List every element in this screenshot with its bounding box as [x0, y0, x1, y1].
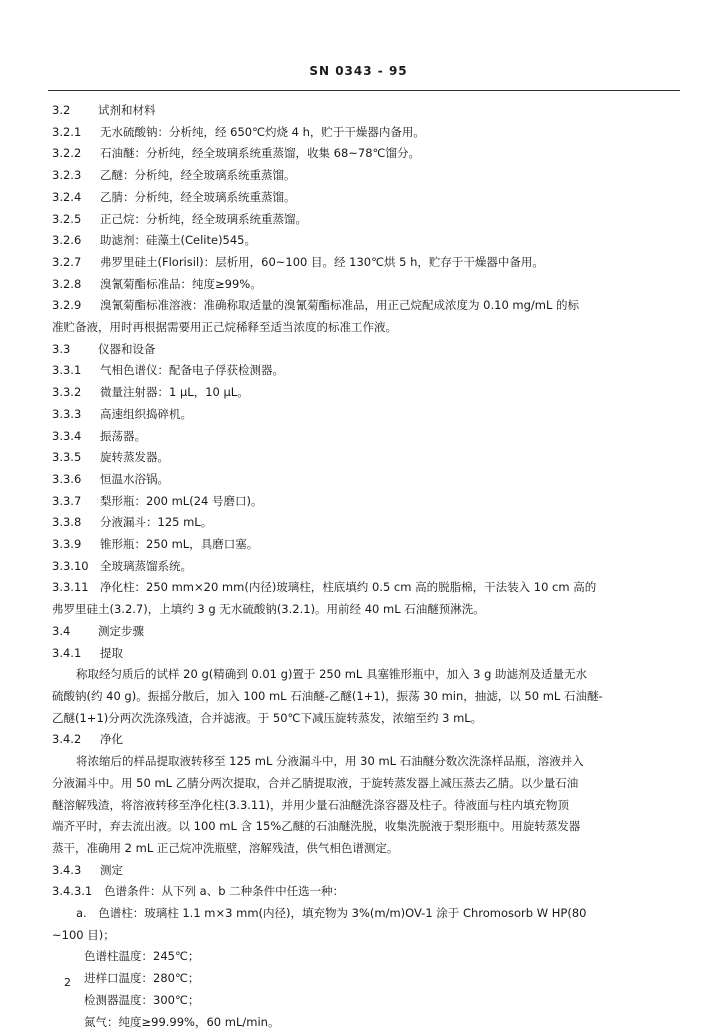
- clause-text: 弗罗里硅土(Florisil)：层析用，60~100 目。经 130℃烘 5 h，贮存于干燥器中备用。: [100, 254, 544, 269]
- continuation-line: 弗罗里硅土(3.2.7)，上填约 3 g 无水硫酸钠(3.2.1)。用前经 40 mL 石油醚预淋洗。: [52, 602, 485, 617]
- clause-number: 3.3.11: [52, 580, 89, 595]
- clause-number: 3.4.3: [52, 862, 82, 877]
- paragraph-line: 将浓缩后的样品提取液转移至 125 mL 分液漏斗中，用 30 mL 石油醚分数次洗涤样品瓶，溶液并入: [76, 754, 584, 769]
- clause-item: [52, 556, 676, 578]
- clause-number: 3.4.3.1: [52, 884, 93, 899]
- clause-number: 3.2.7: [52, 254, 82, 269]
- clause-number: 3.3: [52, 341, 71, 356]
- continuation-line: 端齐平时，弃去流出液。以 100 mL 含 15%乙醚的石油醚洗脱，收集洗脱液于梨形瓶中。用旋转蒸发器: [52, 819, 581, 834]
- clause-text: 锥形瓶：250 mL，具磨口塞。: [100, 537, 259, 552]
- clause-item: [52, 295, 676, 317]
- clause-text: 色谱条件：从下列 a、b 二种条件中任选一种：: [104, 884, 345, 899]
- clause-text: 无水硫酸钠：分析纯，经 650℃灼烧 4 h，贮于干燥器内备用。: [100, 124, 425, 139]
- paragraph-line: a. 色谱柱：玻璃柱 1.1 m×3 mm(内径)，填充物为 3%(m/m)OV-1 涂于 Chromosorb W HP(80: [76, 906, 587, 921]
- clause-number: 3.3.2: [52, 385, 82, 400]
- clause-text: 振荡器。: [100, 428, 146, 443]
- clause-item: [52, 382, 676, 404]
- clause-text: 仪器和设备: [98, 341, 156, 356]
- clause-text: 高速组织捣碎机。: [100, 406, 192, 421]
- clause-number: 3.3.5: [52, 450, 82, 465]
- clause-item: [52, 577, 676, 599]
- clause-item: [52, 360, 676, 382]
- clause-text: 梨形瓶：200 mL(24 号磨口)。: [100, 493, 263, 508]
- clause-item: [52, 447, 676, 469]
- clause-number: 3.2.4: [52, 189, 82, 204]
- clause-item: [52, 643, 676, 665]
- clause-number: 3.2.5: [52, 211, 82, 226]
- continuation-line: 准贮备液，用时再根据需要用正己烷稀释至适当浓度的标准工作液。: [52, 320, 397, 335]
- clause-number: 3.2.1: [52, 124, 82, 139]
- clause-item: [52, 122, 676, 144]
- clause-number: 3.3.8: [52, 515, 82, 530]
- clause-text: 溴氰菊酯标准品：纯度≥99%。: [100, 276, 262, 291]
- clause-item: [52, 426, 676, 448]
- clause-item: [52, 729, 676, 751]
- clause-item: [52, 512, 676, 534]
- clause-number: 3.4.2: [52, 732, 82, 747]
- clause-text: 试剂和材料: [98, 103, 156, 117]
- section-heading: [52, 339, 676, 361]
- clause-text: 微量注射器：1 μL，10 μL。: [100, 385, 249, 400]
- clause-item: [52, 274, 676, 296]
- clause-number: 3.3.10: [52, 558, 89, 573]
- continuation-line: 硫酸钠(约 40 g)。振摇分散后，加入 100 mL 石油醚-乙醚(1+1)，振荡 30 min，抽滤，以 50 mL 石油醚-: [52, 688, 603, 703]
- clause-number: 3.3.9: [52, 537, 82, 552]
- clause-text: 测定步骤: [98, 623, 144, 638]
- clause-item: [52, 881, 676, 903]
- clause-text: 全玻璃蒸馏系统。: [100, 558, 192, 573]
- page-header: SN 0343 - 95: [309, 64, 408, 78]
- clause-text: 乙醚：分析纯，经全玻璃系统重蒸馏。: [100, 168, 296, 183]
- clause-text: 净化柱：250 mm×20 mm(内径)玻璃柱，柱底填约 0.5 cm 高的脱脂棉，干法装入 10 cm 高的: [100, 580, 597, 595]
- clause-text: 净化: [100, 732, 123, 747]
- clause-text: 提取: [100, 645, 123, 660]
- clause-item: [52, 469, 676, 491]
- clause-number: 3.3.3: [52, 406, 82, 421]
- condition-line: 色谱柱温度：245℃；: [84, 949, 200, 964]
- clause-number: 3.3.7: [52, 493, 82, 508]
- clause-number: 3.2.9: [52, 298, 82, 313]
- clause-text: 乙腈：分析纯，经全玻璃系统重蒸馏。: [100, 189, 296, 204]
- clause-item: [52, 187, 676, 209]
- clause-item: [52, 404, 676, 426]
- clause-item: [52, 165, 676, 187]
- clause-text: 溴氰菊酯标准溶液：准确称取适量的溴氰菊酯标准品，用正己烷配成浓度为 0.10 mg/mL 的标: [100, 298, 580, 313]
- clause-text: 气相色谱仪：配备电子俘获检测器。: [100, 363, 284, 378]
- clause-item: [52, 491, 676, 513]
- continuation-line: 乙醚(1+1)分两次洗涤残渣，合并滤液。于 50℃下减压旋转蒸发，浓缩至约 3 mL。: [52, 710, 483, 725]
- document-body: [52, 100, 676, 1033]
- clause-text: 测定: [100, 862, 123, 877]
- clause-number: 3.3.6: [52, 471, 82, 486]
- clause-number: 3.4: [52, 623, 71, 638]
- clause-number: 3.2.3: [52, 168, 82, 183]
- clause-number: 3.3.1: [52, 363, 82, 378]
- clause-item: [52, 252, 676, 274]
- continuation-line: 蒸干，准确用 2 mL 正己烷冲洗瓶壁，溶解残渣，供气相色谱测定。: [52, 840, 399, 855]
- clause-text: 分液漏斗：125 mL。: [100, 515, 213, 530]
- continuation-line: 分液漏斗中。用 50 mL 乙腈分两次提取，合并乙腈提取液，于旋转蒸发器上减压蒸去乙腈。以少量石油: [52, 775, 579, 790]
- clause-item: [52, 534, 676, 556]
- clause-text: 旋转蒸发器。: [100, 450, 169, 465]
- clause-number: 3.2.2: [52, 146, 82, 161]
- condition-line: 进样口温度：280℃；: [84, 971, 200, 986]
- clause-text: 恒温水浴锅。: [100, 471, 169, 486]
- clause-number: 3.2.6: [52, 233, 82, 248]
- clause-text: 正己烷：分析纯，经全玻璃系统重蒸馏。: [100, 211, 307, 226]
- continuation-line: ~100 目)；: [52, 927, 115, 942]
- page-number: 2: [64, 976, 71, 989]
- clause-number: 3.3.4: [52, 428, 82, 443]
- clause-item: [52, 230, 676, 252]
- clause-text: 助滤剂：硅藻土(Celite)545。: [100, 233, 257, 248]
- clause-item: [52, 860, 676, 882]
- section-heading: [52, 100, 676, 122]
- clause-text: 石油醚：分析纯，经全玻璃系统重蒸馏，收集 68~78℃馏分。: [100, 146, 420, 161]
- section-heading: [52, 621, 676, 643]
- clause-number: 3.2: [52, 103, 71, 117]
- header-rule: [48, 90, 680, 91]
- continuation-line: 醚溶解残渣，将溶液转移至净化柱(3.3.11)，并用少量石油醚洗涤容器及柱子。待液面与柱内填充物顶: [52, 797, 570, 812]
- condition-line: 氮气：纯度≥99.99%，60 mL/min。: [84, 1014, 280, 1029]
- paragraph-line: 称取经匀质后的试样 20 g(精确到 0.01 g)置于 250 mL 具塞锥形瓶中，加入 3 g 助滤剂及适量无水: [76, 667, 588, 682]
- clause-number: 3.2.8: [52, 276, 82, 291]
- condition-line: 检测器温度：300℃；: [84, 992, 200, 1007]
- clause-item: [52, 143, 676, 165]
- clause-number: 3.4.1: [52, 645, 82, 660]
- clause-item: [52, 209, 676, 231]
